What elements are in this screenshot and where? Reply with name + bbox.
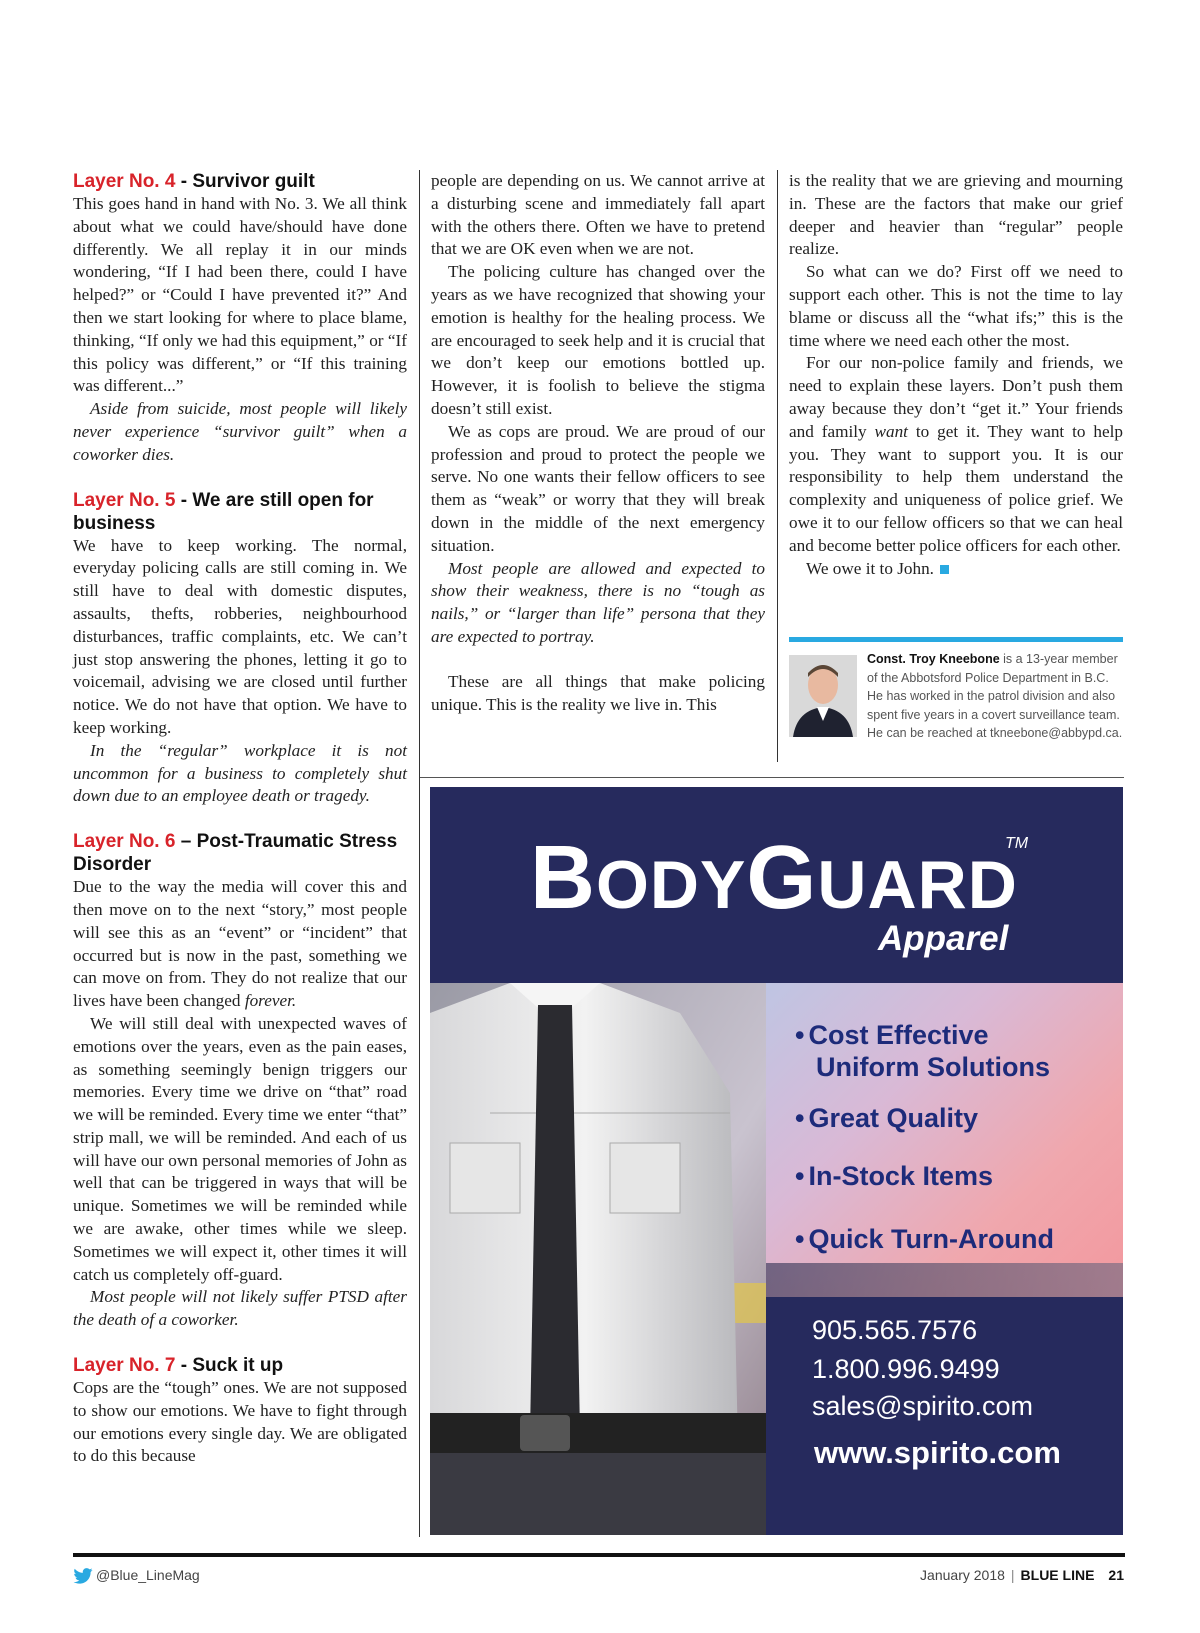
ad-phone-1: 905.565.7576 (812, 1315, 978, 1345)
officer-uniform-photo (430, 983, 766, 1535)
layer-5-italic: In the “regular” workplace it is not uncommon for a business to completely shut down due to an employee death or tragedy. (73, 740, 407, 806)
layer-6-italic: Most people will not likely suffer PTSD after the death of a coworker. (73, 1287, 407, 1330)
col2-paragraph-4: Most people are allowed and expected to show their weakness, there is no “tough as nails,” or “larger than life” persona that they are expected to portray. (431, 558, 765, 646)
col2-paragraph-2: The policing culture has changed over the years as we have recognized that showing your emotion is healthy for the healing process. We are encouraged to seek help and it is crucial that we don’t keep our emotions bottled up. However, it is foolish to believe the stigma doesn’t still exist. (431, 262, 765, 418)
feature-bullet-3: • In-Stock Items (795, 1161, 993, 1191)
feature-bullet-2: • Great Quality (795, 1103, 979, 1133)
issue-date: January 2018 (920, 1567, 1005, 1583)
column-divider-2 (777, 170, 778, 762)
layer-4-heading: Layer No. 4 - Survivor guilt (73, 171, 315, 192)
layer-5-heading: Layer No. 5 - We are still open for business (73, 489, 374, 534)
layer-7-heading: Layer No. 7 - Suck it up (73, 1355, 284, 1377)
col3-paragraph-4: We owe it to John. (789, 558, 1123, 581)
col2-paragraph-3: We as cops are proud. We are proud of our profession and proud to protect the people we serve. No one wants their fellow officers to see them as “weak” or worry that they will break down in the middle of the next emergency situation. (431, 421, 765, 555)
author-photo (789, 655, 857, 737)
ad-website: www.spirito.com (814, 1435, 1061, 1470)
layer-6-body-2: We will still deal with unexpected waves of emotions over the years, even as the pain eases, as something seemingly benign triggers our memories. Every time we drive on “that” road we will be reminded. Every time we enter “that” strip mall, we will be reminded. And each of us will have our own personal memories of John as well that can be triggered in ways that will be unique. Sometimes we will be reminded while we are awake, other times while we sleep. Sometimes we will expect it, other times it will catch us completely off-guard. (73, 1013, 407, 1284)
layer-6-heading: Layer No. 6 – Post-Traumatic Stress Disorder (73, 831, 398, 876)
feature-bullet-1-cont: Uniform Solutions (816, 1052, 1050, 1082)
ad-top-rule (419, 777, 1124, 778)
article-column-3 (789, 170, 1123, 580)
trademark-mark: TM (1005, 835, 1029, 852)
layer-4-body: This goes hand in hand with No. 3. We all think about what we could have/should have done differently. We all replay it in our minds wondering, “If I had been there, could I have helped?” or “Could I have prevented it?” And then we start looking for where to place blame, thinking, “If only we had this equipment,” or “If this policy was different,” or “If this training was different...” (73, 194, 407, 396)
author-bio (789, 650, 1125, 743)
col2-paragraph-5: These are all things that make policing unique. This is the reality we live in. This (431, 671, 765, 714)
feature-bullet-4: • Quick Turn-Around (795, 1224, 1054, 1254)
article-column-1 (73, 170, 407, 1468)
end-mark-icon (940, 565, 949, 574)
ad-brand-logo: BODYGUARD (530, 828, 1018, 928)
col3-paragraph-3: For our non-police family and friends, we need to explain these layers. Don’t push them away because they don’t “get it.” Your friends and family want to get it. They want to help you. They want to support you. It is our responsibility to help them understand the complexity and uniqueness of police grief. We owe it to our fellow officers so that we can heal and become better police officers for each other. (789, 353, 1123, 555)
ad-phone-2: 1.800.996.9499 (812, 1354, 1000, 1384)
footer-left (73, 1567, 200, 1584)
footer-right: January 2018 | BLUE LINE 21 (920, 1567, 1124, 1583)
twitter-handle[interactable]: @Blue_LineMag (96, 1567, 200, 1583)
layer-4-italic: Aside from suicide, most people will likely never experience “survivor guilt” when a coworker dies. (73, 399, 407, 464)
col3-paragraph-1: is the reality that we are grieving and mourning in. These are the factors that make our grief deeper and heavier than “regular” people realize. (789, 171, 1123, 259)
bodyguard-advertisement (430, 787, 1123, 1535)
ad-left-rule (419, 777, 420, 1537)
layer-7-body: Cops are the “tough” ones. We are not supposed to show our emotions. We have to fight through our emotions every single day. We are obligated to do this because (73, 1378, 407, 1466)
feature-bullet-1: • Cost Effective (795, 1020, 989, 1050)
bio-divider (789, 637, 1123, 642)
ad-apparel-label: Apparel (878, 919, 1009, 958)
col2-paragraph-1: people are depending on us. We cannot arrive at a disturbing scene and immediately fall apart with the others there. Often we have to pretend that we are OK even when we are not. (431, 171, 765, 259)
layer-6-body: Due to the way the media will cover this and then move on to the next “story,” most people will see this as an “event” or “incident” that occurred but is now in the past, something we can move on from. They do not realize that our lives have been changed forever. (73, 877, 407, 1011)
author-name: Const. Troy Kneebone (867, 652, 1000, 666)
col3-paragraph-2: So what can we do? First off we need to support each other. This is not the time to lay blame or discuss all the “what ifs;” this is the time where we need each other the most. (789, 262, 1123, 350)
article-column-2 (431, 170, 765, 716)
layer-5-body: We have to keep working. The normal, everyday policing calls are still coming in. We still have to deal with domestic disputes, assaults, thefts, robberies, neighbourhood disturbances, traffic complaints, etc. We can’t just stop answering the phones, letting it go to voicemail, advising we are closed until further notice. We do not have that option. We have to keep working. (73, 535, 407, 737)
ad-email: sales@spirito.com (812, 1391, 1033, 1421)
author-bio-text: is a 13-year member of the Abbotsford Police Department in B.C. He has worked in the patrol division and also spent five years in a covert surveillance team. He can be reached at tkneebone@abbypd.ca. (867, 652, 1123, 740)
magazine-name: BLUE LINE (1020, 1567, 1095, 1583)
twitter-bird-icon (73, 1568, 93, 1584)
footer-rule (73, 1553, 1125, 1557)
page-number: 21 (1108, 1567, 1124, 1583)
